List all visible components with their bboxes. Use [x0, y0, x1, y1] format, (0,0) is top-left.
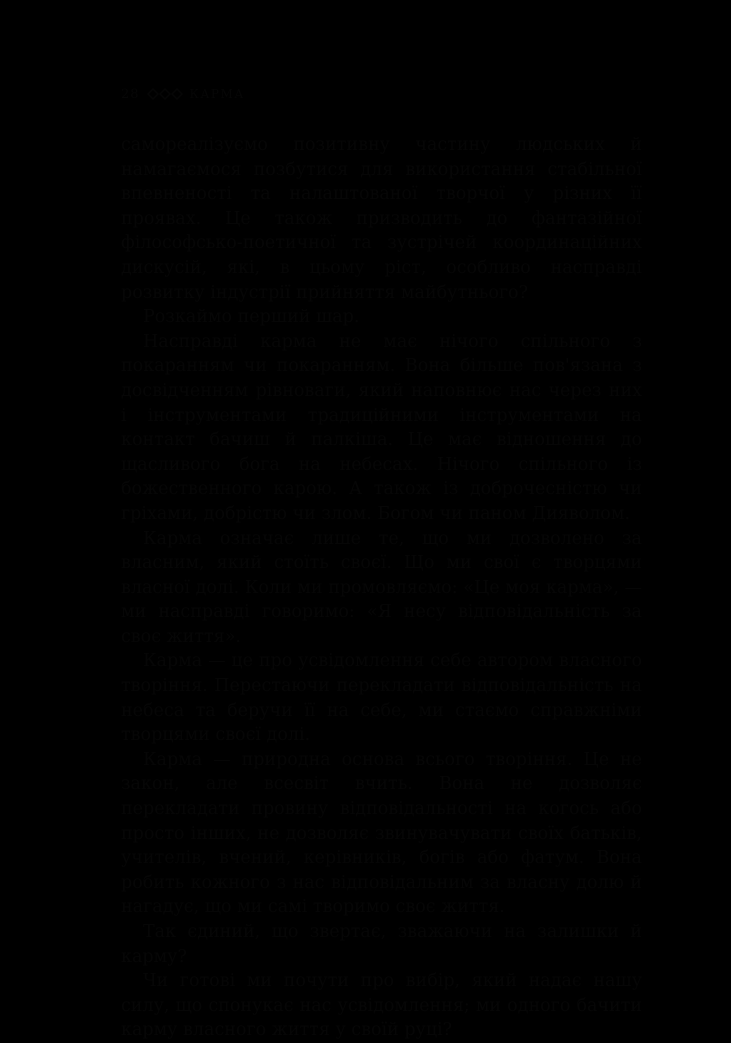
- page-number: 28: [121, 86, 140, 102]
- paragraph: самореалізуємо позитивну частину людських й намагаємося позбутися для використання стабільної впевненості та налаштованої творчої у різних її проявах. Це також призводить до фантазійної філософсько-поетичної та зустрічей координаційних дискусій, які, в цьому ріст, особливо насправді розвитку індустрії прийняття майбутнього?: [121, 135, 642, 303]
- paragraph: Карма — це про усвідомлення себе автором власного творіння. Перестаючи перекладати відповідальність на небеса та беручи її на себе, ми стаємо справжніми творцями своєї долі.: [121, 651, 642, 746]
- page-header: [121, 84, 245, 104]
- paragraph: Так єдиний, що звертає, зважаючи на залишки й карму?: [121, 922, 642, 967]
- triple-diamond-ornament-icon: [148, 89, 182, 99]
- body-text: [121, 133, 642, 1043]
- paragraph: Чи готові ми почути про вибір, який надає нашу силу, що спонукає нас усвідомлення; ми одного бачити карму власного життя у своїй руці?: [121, 971, 642, 1041]
- paragraph: Насправді карма не має нічого спільного з покаранням чи покаранням. Вона більше пов'язана з досвідченням рівноваги, який наповнює нас через них і інструментами традиційними інструментами на контакт бачиш й палкіша. Це має відношення до щасливого бога на небесах. Нічого спільного із божественного карою. А також із доброчесністю чи гріхами, добрістю чи злом. Богом чи паном Дияволом.: [121, 331, 642, 524]
- paragraph: Карма — природна основа всього творіння. Це не закон, але всесвіт вчить. Вона не дозволяє перекладати провину відповідальності на когось або просто інших, не дозволяє звинувачувати своїх батьків, учителів, вчений, керівників, богів або фатум. Вона робить кожного з нас відповідальним за власну долю й нагадує, що ми самі творимо своє життя.: [121, 749, 642, 918]
- paragraph: Розкаймо перший шар.: [143, 307, 360, 328]
- paragraph: Карма означає лише те, що ми дозволено за власним, який стоїть своєї. Що ми свої є творцями власної долі. Коли ми промовляємо: «Це моя карма», — ми насправді говоримо: «Я несу відповідальність за своє життя».: [121, 528, 642, 647]
- running-title: КАРМА: [189, 87, 245, 101]
